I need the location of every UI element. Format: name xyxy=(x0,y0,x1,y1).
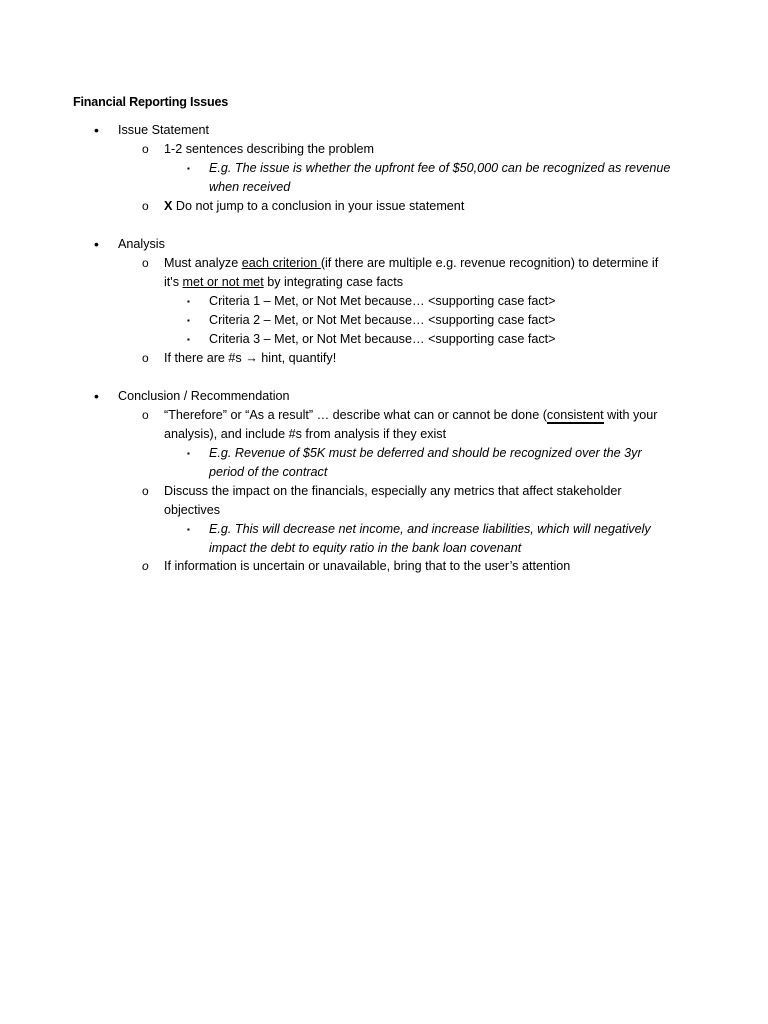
arrow-right-icon: → xyxy=(245,351,258,365)
circle-marker: o xyxy=(142,199,149,213)
text-run: with your analysis), and include #s from analysis if they exist xyxy=(164,408,658,441)
issue-warning-text: Do not jump to a conclusion in your issue statement xyxy=(175,199,465,213)
text-run: (if there are multiple e.g. revenue recognition) to determine if it's xyxy=(164,256,659,289)
conclusion-example-1: E.g. Revenue of $5K must be deferred and should be recognized over the 3yr period of the contract xyxy=(209,446,642,479)
bullet-marker: • xyxy=(94,122,99,138)
square-marker: ▪ xyxy=(187,164,190,173)
square-marker: ▪ xyxy=(187,297,190,306)
text-run: by integrating case facts xyxy=(263,275,404,289)
issue-describe-text: 1-2 sentences describing the problem xyxy=(164,142,375,156)
square-marker: ▪ xyxy=(187,525,190,534)
text-run: If there are #s xyxy=(164,351,246,365)
x-mark: X xyxy=(164,199,173,213)
conclusion-example-2: E.g. This will decrease net income, and increase liabilities, which will negatively impact the debt to equity ratio in the bank loan covenant xyxy=(209,522,651,555)
heading-conclusion: Conclusion / Recommendation xyxy=(118,389,290,403)
underlined-each-criterion: each criterion xyxy=(241,256,321,270)
circle-marker: o xyxy=(142,484,149,498)
bullet-marker: • xyxy=(94,388,99,404)
square-marker: ▪ xyxy=(187,449,190,458)
text-run: “Therefore” or “As a result” … describe what can or cannot be done ( xyxy=(164,408,547,422)
issue-example-text: E.g. The issue is whether the upfront fee of $50,000 can be recognized as revenue when received xyxy=(209,161,671,194)
analysis-must-text xyxy=(164,254,674,292)
analysis-numbers-text xyxy=(164,349,674,368)
circle-marker: o xyxy=(142,142,149,156)
underlined-met-or-not-met: met or not met xyxy=(182,275,264,289)
underlined-consistent: consistent xyxy=(546,408,604,422)
text-run: Must analyze xyxy=(164,256,242,270)
circle-marker: o xyxy=(142,256,149,270)
conclusion-therefore-text xyxy=(164,406,674,444)
page-title: Financial Reporting Issues xyxy=(73,95,229,109)
text-run: hint, quantify! xyxy=(257,351,337,365)
conclusion-uncertain-text: If information is uncertain or unavailable, bring that to the user’s attention xyxy=(164,559,571,573)
heading-issue-statement: Issue Statement xyxy=(118,123,210,137)
heading-analysis: Analysis xyxy=(118,237,165,251)
circle-marker: o xyxy=(142,351,149,365)
circle-marker: o xyxy=(142,559,149,573)
criteria-3-text: Criteria 3 – Met, or Not Met because… <supporting case fact> xyxy=(209,332,556,346)
issue-warning xyxy=(164,197,674,216)
circle-marker: o xyxy=(142,408,149,422)
criteria-1-text: Criteria 1 – Met, or Not Met because… <supporting case fact> xyxy=(209,294,556,308)
square-marker: ▪ xyxy=(187,335,190,344)
square-marker: ▪ xyxy=(187,316,190,325)
criteria-2-text: Criteria 2 – Met, or Not Met because… <supporting case fact> xyxy=(209,313,556,327)
bullet-marker: • xyxy=(94,236,99,252)
conclusion-impact-text: Discuss the impact on the financials, especially any metrics that affect stakeholder objectives xyxy=(164,484,622,517)
